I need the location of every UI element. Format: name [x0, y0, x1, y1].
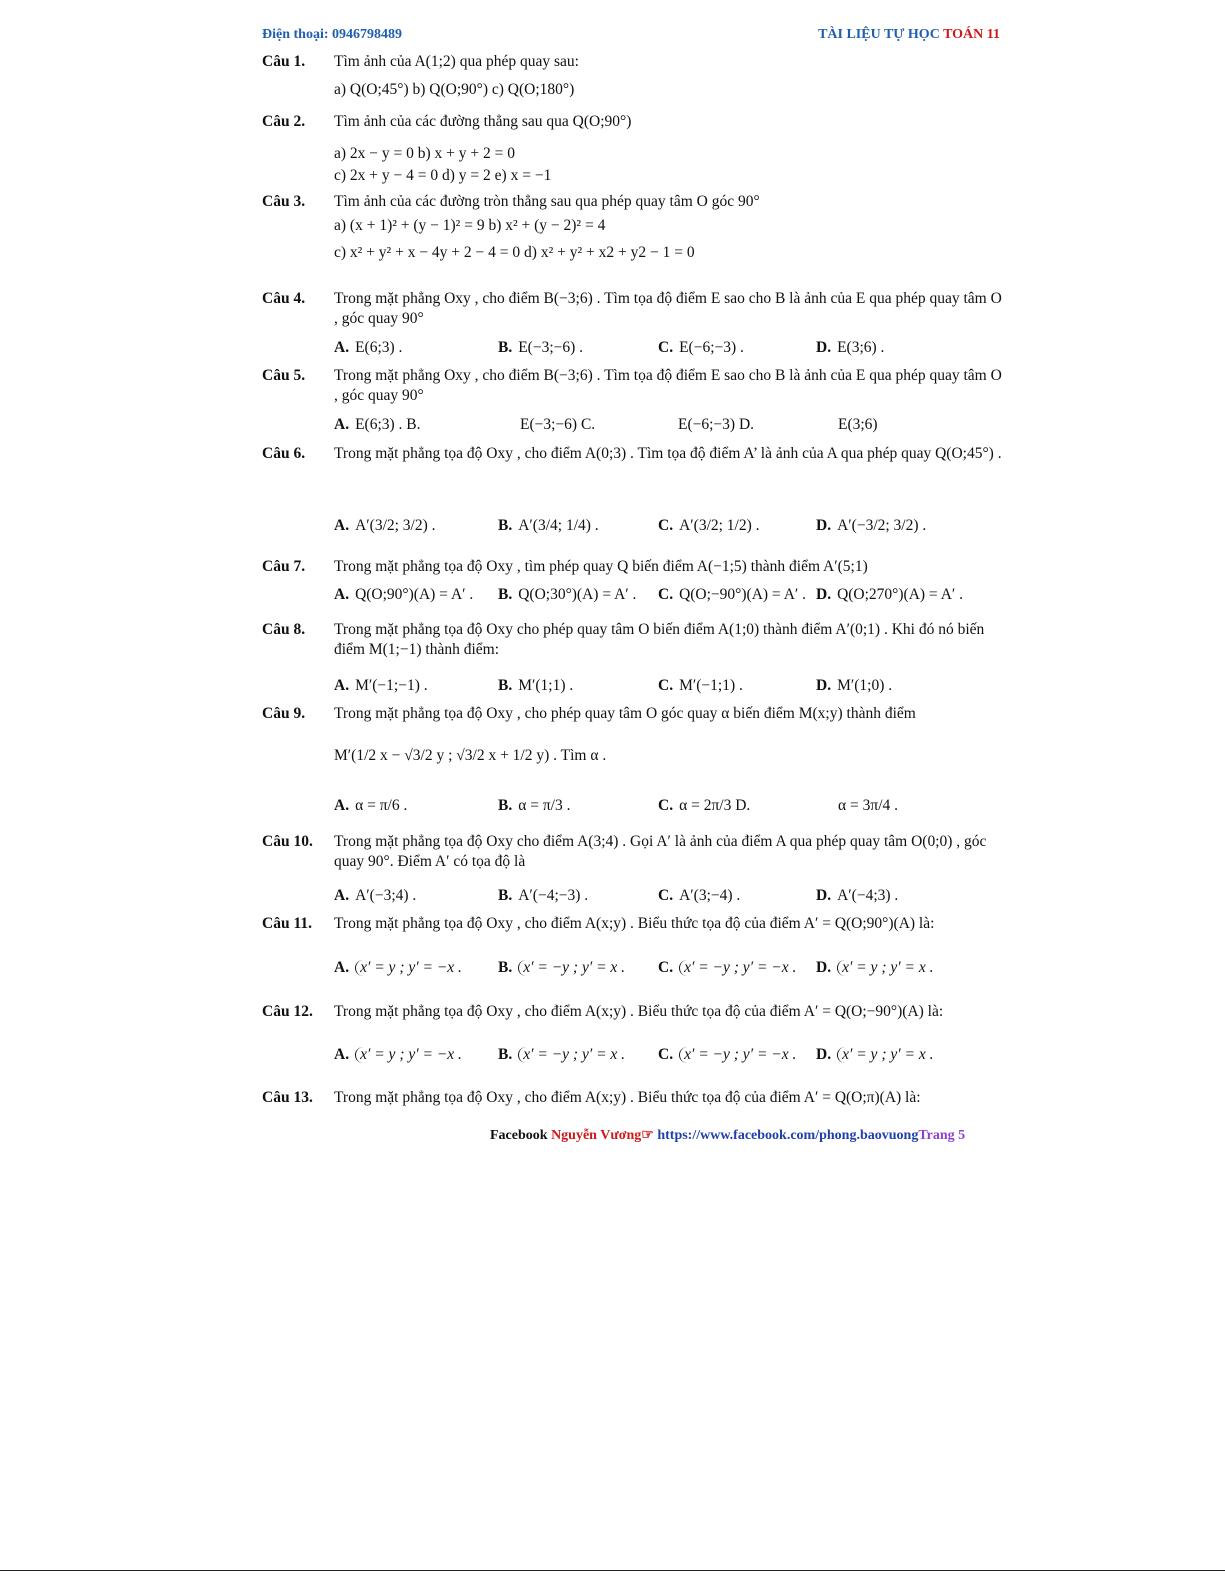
option-a[interactable]: A. Q(O;90°)(A) = A′ .	[334, 586, 474, 603]
option-c[interactable]: C. A′(3/2; 1/2) .	[658, 517, 760, 534]
option-d[interactable]: D. A′(−3/2; 3/2) .	[816, 517, 927, 534]
question-11: Câu 11. Trong mặt phẳng tọa độ Oxy , cho điểm A(x;y) . Biểu thức tọa độ của điểm A′ = Q(O;90°)(A) là:	[262, 915, 935, 932]
option-d[interactable]: D. E(3;6) .	[816, 339, 885, 356]
option-c[interactable]: E(−6;−3) D.	[678, 416, 755, 433]
option-d[interactable]: D. M′(1;0) .	[816, 677, 893, 694]
option-c[interactable]: C. α = 2π/3 D.	[658, 797, 751, 814]
question-12: Câu 12. Trong mặt phẳng tọa độ Oxy , cho điểm A(x;y) . Biểu thức tọa độ của điểm A′ = Q(O;−90°)(A) là:	[262, 1003, 944, 1020]
option-a[interactable]: A. x′ = y ; y′ = −x .	[334, 1046, 462, 1064]
question-2: Câu 2. Tìm ảnh của các đường thẳng sau qua Q(O;90°)	[262, 113, 632, 130]
question-2-sub-2: c) 2x + y − 4 = 0 d) y = 2 e) x = −1	[334, 167, 552, 184]
option-c[interactable]: C. A′(3;−4) .	[658, 887, 741, 904]
option-b[interactable]: E(−3;−6) C.	[520, 416, 596, 433]
option-b[interactable]: B. A′(3/4; 1/4) .	[498, 517, 599, 534]
option-a[interactable]: A. x′ = y ; y′ = −x .	[334, 959, 462, 977]
question-3-sub-2: c) x² + y² + x − 4y + 2 − 4 = 0 d) x² + y² + x2 + y2 − 1 = 0	[334, 244, 695, 261]
option-c[interactable]: C. x′ = −y ; y′ = −x .	[658, 1046, 797, 1064]
question-10: Câu 10. Trong mặt phẳng tọa độ Oxy cho điểm A(3;4) . Gọi A′ là ảnh của điểm A qua phép quay tâm O(0;0) , góc quay 90°. Điểm A′ có tọa độ là	[262, 833, 987, 870]
option-b[interactable]: B. x′ = −y ; y′ = x .	[498, 959, 626, 977]
option-b[interactable]: B. x′ = −y ; y′ = x .	[498, 1046, 626, 1064]
option-c[interactable]: C. x′ = −y ; y′ = −x .	[658, 959, 797, 977]
option-a[interactable]: A. M′(−1;−1) .	[334, 677, 428, 694]
header-phone: Điện thoại: 0946798489	[262, 27, 402, 42]
question-1-sub: a) Q(O;45°) b) Q(O;90°) c) Q(O;180°)	[334, 81, 575, 98]
option-b[interactable]: B. M′(1;1) .	[498, 677, 574, 694]
option-a[interactable]: A. A′(3/2; 3/2) .	[334, 517, 436, 534]
question-5: Câu 5. Trong mặt phẳng Oxy , cho điểm B(−3;6) . Tìm tọa độ điểm E sao cho B là ảnh của E qua phép quay tâm O , góc quay 90°	[262, 367, 1002, 404]
question-9-options	[334, 796, 1014, 826]
question-6-options	[334, 516, 1014, 546]
question-7-options	[334, 585, 1014, 615]
option-a[interactable]: A. E(6;3) . B.	[334, 416, 421, 433]
question-8: Câu 8. Trong mặt phẳng tọa độ Oxy cho phép quay tâm O biến điểm A(1;0) thành điểm A′(0;1) . Khi đó nó biến điểm M(1;−1) thành điểm:	[262, 621, 985, 658]
question-8-options	[334, 676, 1014, 706]
question-9-sub: M′(1/2 x − √3/2 y ; √3/2 x + 1/2 y) . Tìm α .	[334, 747, 607, 764]
option-b[interactable]: B. E(−3;−6) .	[498, 339, 584, 356]
footer: Facebook Nguyễn Vương☞ https://www.facebook.com/phong.baovuongTrang 5	[490, 1128, 966, 1143]
option-c[interactable]: C. M′(−1;1) .	[658, 677, 743, 694]
question-4: Câu 4. Trong mặt phẳng Oxy , cho điểm B(−3;6) . Tìm tọa độ điểm E sao cho B là ảnh của E qua phép quay tâm O , góc quay 90°	[262, 290, 1002, 327]
option-c[interactable]: C. E(−6;−3) .	[658, 339, 744, 356]
question-11-options	[334, 958, 1014, 988]
question-4-options	[334, 338, 1014, 368]
page-divider	[0, 1570, 1225, 1571]
question-7: Câu 7. Trong mặt phẳng tọa độ Oxy , tìm phép quay Q biến điểm A(−1;5) thành điểm A′(5;1)	[262, 558, 868, 575]
option-b[interactable]: B. Q(O;30°)(A) = A′ .	[498, 586, 637, 603]
facebook-link[interactable]: https://www.facebook.com/phong.baovuong	[657, 1128, 919, 1143]
question-6: Câu 6. Trong mặt phẳng tọa độ Oxy , cho điểm A(0;3) . Tìm tọa độ điểm A’ là ảnh của A qua phép quay Q(O;45°) .	[262, 445, 1002, 462]
pointing-hand-icon: ☞	[641, 1128, 658, 1143]
question-12-options	[334, 1045, 1014, 1075]
question-2-sub-1: a) 2x − y = 0 b) x + y + 2 = 0	[334, 145, 516, 162]
option-d[interactable]: D. Q(O;270°)(A) = A′ .	[816, 586, 964, 603]
header-title: TÀI LIỆU TỰ HỌC TOÁN 11	[818, 27, 1000, 42]
option-d[interactable]: D. x′ = y ; y′ = x .	[816, 959, 934, 977]
question-1: Câu 1. Tìm ảnh của A(1;2) qua phép quay sau:	[262, 53, 579, 70]
option-a[interactable]: A. E(6;3) .	[334, 339, 403, 356]
option-d[interactable]: α = 3π/4 .	[838, 797, 898, 814]
question-3: Câu 3. Tìm ảnh của các đường tròn thẳng sau qua phép quay tâm O góc 90°	[262, 193, 760, 210]
question-13: Câu 13. Trong mặt phẳng tọa độ Oxy , cho điểm A(x;y) . Biểu thức tọa độ của điểm A′ = Q(O;π)(A) là:	[262, 1089, 921, 1106]
option-b[interactable]: B. α = π/3 .	[498, 797, 571, 814]
question-5-options	[334, 415, 1014, 445]
page-number: Trang 5	[918, 1128, 966, 1143]
question-10-options	[334, 886, 1014, 916]
option-a[interactable]: A. α = π/6 .	[334, 797, 408, 814]
option-d[interactable]: E(3;6)	[838, 416, 878, 433]
option-b[interactable]: B. A′(−4;−3) .	[498, 887, 589, 904]
question-9: Câu 9. Trong mặt phẳng tọa độ Oxy , cho phép quay tâm O góc quay α biến điểm M(x;y) thành điểm	[262, 705, 916, 722]
option-d[interactable]: D. x′ = y ; y′ = x .	[816, 1046, 934, 1064]
option-a[interactable]: A. A′(−3;4) .	[334, 887, 417, 904]
option-c[interactable]: C. Q(O;−90°)(A) = A′ .	[658, 586, 807, 603]
option-d[interactable]: D. A′(−4;3) .	[816, 887, 899, 904]
question-3-sub-1: a) (x + 1)² + (y − 1)² = 9 b) x² + (y − 2)² = 4	[334, 217, 606, 234]
